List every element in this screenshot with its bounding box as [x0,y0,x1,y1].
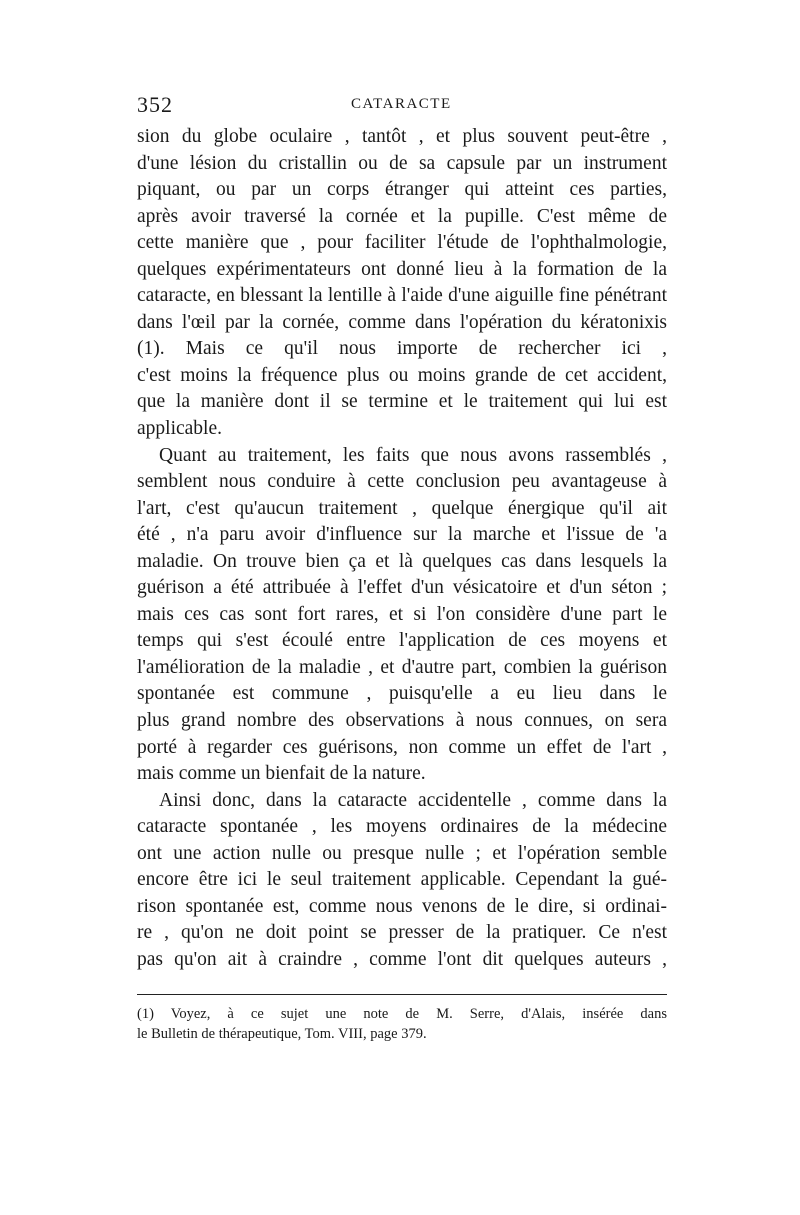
text-line: d'une lésion du cristallin ou de sa capsule par un instrument [137,152,667,174]
text-line: encore être ici le seul traitement applicable. Cependant la gué- [137,869,667,891]
text-line: guérison a été attribuée à l'effet d'un vésicatoire et d'un séton ; [137,577,667,599]
text-line: plus grand nombre des observations à nous connues, on sera [137,710,667,732]
text-line: piquant, ou par un corps étranger qui atteint ces parties, [137,179,667,201]
footnote-line: (1) Voyez, à ce sujet une note de M. Serre, d'Alais, insérée dans [137,1006,667,1022]
text-line: cataracte, en blessant la lentille à l'aide d'une aiguille fine pénétrant [137,285,667,307]
text-line: cette manière que , pour faciliter l'étude de l'ophthalmologie, [137,232,667,254]
text-line: ont une action nulle ou presque nulle ; et l'opération semble [137,842,667,864]
text-line: (1). Mais ce qu'il nous importe de rechercher ici , [137,338,667,360]
text-line: maladie. On trouve bien ça et là quelques cas dans lesquels la [137,550,667,572]
footnote-line: le Bulletin de thérapeutique, Tom. VIII, page 379. [137,1026,427,1042]
text-line: mais ces cas sont fort rares, et si l'on considère d'une part le [137,603,667,625]
text-line: été , n'a paru avoir d'influence sur la marche et l'issue de 'a [137,524,667,546]
text-line: quelques expérimentateurs ont donné lieu à la formation de la [137,258,667,280]
text-line: cataracte spontanée , les moyens ordinaires de la médecine [137,816,667,838]
text-line: Quant au traitement, les faits que nous avons rassemblés , [159,444,667,466]
footnote-divider [137,994,667,995]
text-line: après avoir traversé la cornée et la pupille. C'est même de [137,205,667,227]
text-line: porté à regarder ces guérisons, non comme un effet de l'art , [137,736,667,758]
text-line: temps qui s'est écoulé entre l'application de ces moyens et [137,630,667,652]
text-line: spontanée est commune , puisqu'elle a eu lieu dans le [137,683,667,705]
running-head: CATARACTE [351,96,452,112]
text-line: sion du globe oculaire , tantôt , et plus souvent peut-être , [137,126,667,147]
text-line: mais comme un bienfait de la nature. [137,763,426,785]
text-line: semblent nous conduire à cette conclusion peu avantageuse à [137,471,667,493]
page-number: 352 [137,92,173,117]
body-text [137,124,667,974]
text-line: l'amélioration de la maladie , et d'autre part, combien la guérison [137,656,667,678]
book-page [137,92,667,1042]
text-line: applicable. [137,418,222,440]
page-header [137,92,667,122]
text-line: c'est moins la fréquence plus ou moins grande de cet accident, [137,364,667,386]
text-line: re , qu'on ne doit point se presser de la pratiquer. Ce n'est [137,922,667,944]
text-line: rison spontanée est, comme nous venons de le dire, si ordinai- [137,895,667,917]
text-line: dans l'œil par la cornée, comme dans l'opération du kératonixis [137,311,667,333]
text-line: l'art, c'est qu'aucun traitement , quelque énergique qu'il ait [137,497,667,519]
text-line: Ainsi donc, dans la cataracte accidentelle , comme dans la [159,789,667,811]
footnotes [137,1004,667,1044]
text-line: que la manière dont il se termine et le traitement qui lui est [137,391,667,413]
text-line: pas qu'on ait à craindre , comme l'ont dit quelques auteurs , [137,948,667,970]
